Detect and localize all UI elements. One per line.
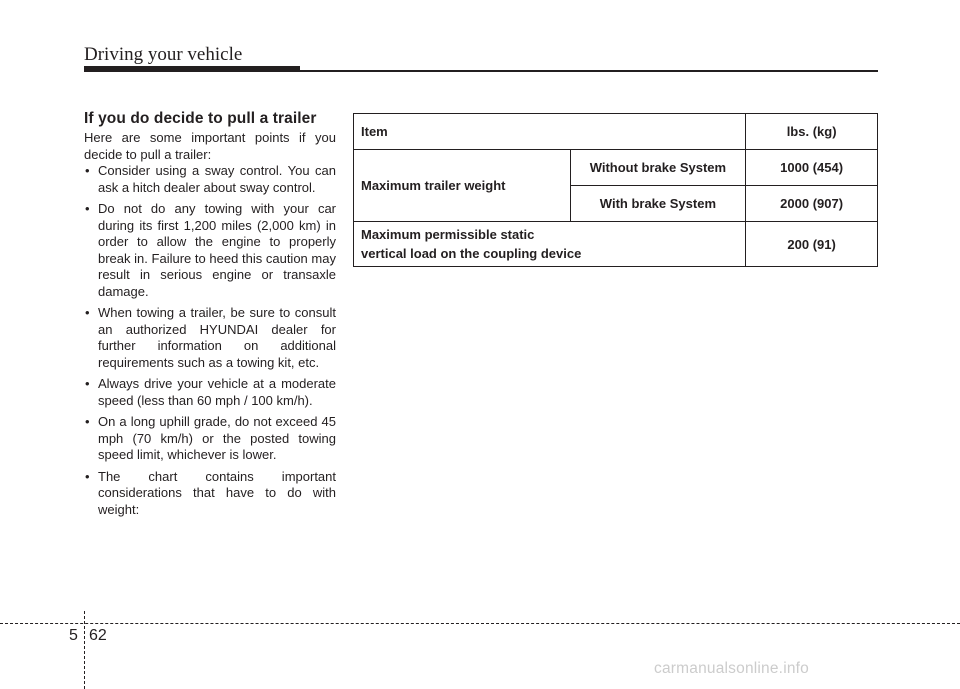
list-item: • Do not do any towing with your car during its first 1,200 miles (2,000 km) in order to allow the engine to properly break in. Failure to heed this caution may result in serious engine or transaxle damage.	[84, 201, 336, 300]
list-item: • Consider using a sway control. You can ask a hitch dealer about sway control.	[84, 163, 336, 196]
without-brake-label: Without brake System	[570, 150, 746, 186]
header-item-cell: Item	[354, 114, 746, 150]
header-rule-accent	[84, 66, 300, 72]
table-row	[354, 222, 878, 267]
list-item: • Always drive your vehicle at a moderate speed (less than 60 mph / 100 km/h).	[84, 376, 336, 409]
footer-divider	[84, 611, 85, 689]
list-item: • When towing a trailer, be sure to consult an authorized HYUNDAI dealer for further information on additional requirements such as a towing kit, etc.	[84, 305, 336, 371]
intro-paragraph: Here are some important points if you decide to pull a trailer:	[84, 130, 336, 162]
trailer-weight-table	[353, 113, 878, 267]
tips-list	[84, 163, 336, 523]
header-unit-cell: lbs. (kg)	[746, 114, 878, 150]
with-brake-value: 2000 (907)	[746, 186, 878, 222]
static-load-line2: vertical load on the coupling device	[361, 246, 582, 261]
header-title: Driving your vehicle	[84, 44, 243, 65]
static-load-value: 200 (91)	[746, 222, 878, 267]
table-header-row	[354, 114, 878, 150]
chapter-number: 5	[69, 627, 78, 644]
static-load-label	[354, 222, 746, 267]
with-brake-label: With brake System	[570, 186, 746, 222]
max-trailer-weight-label: Maximum trailer weight	[354, 150, 571, 222]
page-number: 62	[89, 627, 107, 644]
without-brake-value: 1000 (454)	[746, 150, 878, 186]
list-item: • The chart contains important considerations that have to do with weight:	[84, 469, 336, 519]
table-row	[354, 150, 878, 186]
footer-rule	[0, 623, 960, 624]
static-load-line1: Maximum permissible static	[361, 227, 535, 242]
watermark: carmanualsonline.info	[654, 660, 809, 677]
list-item: • On a long uphill grade, do not exceed 45 mph (70 km/h) or the posted towing speed limit, whichever is lower.	[84, 414, 336, 464]
section-heading: If you do decide to pull a trailer	[84, 110, 317, 127]
